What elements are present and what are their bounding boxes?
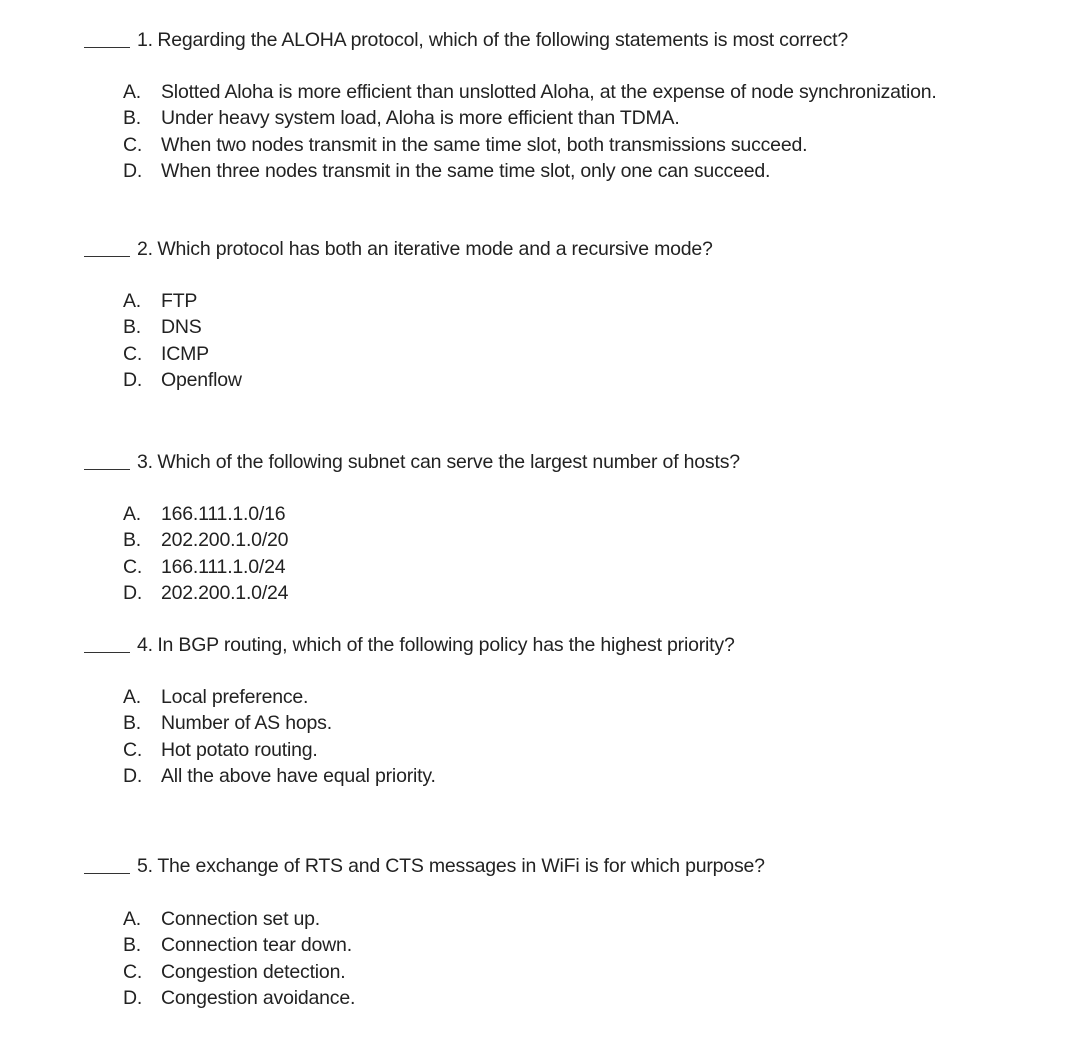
question-number: 4. (137, 634, 153, 656)
choice-letter: B. (123, 934, 142, 957)
question-stem (84, 449, 740, 475)
choice-list (123, 684, 436, 790)
choice-letter: A. (123, 685, 142, 708)
choice-text: 202.200.1.0/20 (161, 529, 289, 552)
answer-blank[interactable] (84, 47, 130, 48)
choice-b (123, 933, 355, 960)
question-stem (84, 632, 735, 658)
choice-letter: D. (123, 582, 143, 605)
choice-d (123, 986, 355, 1013)
choice-text: 166.111.1.0/24 (161, 555, 286, 578)
choice-list (123, 906, 355, 1012)
question-text: The exchange of RTS and CTS messages in WiFi is for which purpose? (157, 855, 765, 877)
choice-text: DNS (161, 316, 202, 339)
choice-letter: B. (123, 529, 142, 552)
choice-list (123, 288, 242, 394)
choice-d (123, 764, 436, 791)
choice-letter: C. (123, 960, 143, 983)
question-number: 3. (137, 451, 153, 473)
question-stem (84, 853, 765, 879)
choice-text: Local preference. (161, 685, 309, 708)
choice-letter: B. (123, 316, 142, 339)
question-number: 5. (137, 855, 153, 877)
choice-text: Hot potato routing. (161, 738, 318, 761)
choice-letter: B. (123, 712, 142, 735)
choice-letter: A. (123, 80, 142, 103)
question-number: 2. (137, 238, 153, 260)
choice-text: Connection set up. (161, 907, 321, 930)
question-stem (84, 236, 713, 262)
choice-text: When two nodes transmit in the same time slot, both transmissions succeed. (161, 133, 808, 156)
choice-letter: C. (123, 738, 143, 761)
answer-blank[interactable] (84, 873, 130, 874)
choice-a (123, 501, 288, 528)
answer-blank[interactable] (84, 652, 130, 653)
choice-a (123, 684, 436, 711)
answer-blank[interactable] (84, 469, 130, 470)
choice-letter: A. (123, 907, 142, 930)
choice-text: Slotted Aloha is more efficient than unslotted Aloha, at the expense of node synchronization. (161, 80, 937, 103)
choice-b (123, 315, 242, 342)
choice-text: Under heavy system load, Aloha is more efficient than TDMA. (161, 107, 680, 130)
choice-text: 166.111.1.0/16 (161, 502, 286, 525)
choice-d (123, 368, 242, 395)
choice-letter: A. (123, 289, 142, 312)
question-text: Regarding the ALOHA protocol, which of the following statements is most correct? (157, 29, 849, 51)
choice-a (123, 906, 355, 933)
choice-text: Congestion detection. (161, 960, 346, 983)
choice-c (123, 737, 436, 764)
answer-blank[interactable] (84, 256, 130, 257)
question-text: In BGP routing, which of the following policy has the highest priority? (157, 634, 735, 656)
choice-letter: D. (123, 160, 143, 183)
choice-text: Congestion avoidance. (161, 987, 356, 1010)
choice-b (123, 528, 288, 555)
choice-letter: D. (123, 987, 143, 1010)
question-text: Which protocol has both an iterative mode and a recursive mode? (157, 238, 713, 260)
choice-d (123, 581, 288, 608)
choice-b (123, 711, 436, 738)
choice-letter: D. (123, 369, 143, 392)
choice-d (123, 159, 937, 186)
choice-text: Connection tear down. (161, 934, 352, 957)
choice-text: All the above have equal priority. (161, 765, 436, 788)
choice-letter: D. (123, 765, 143, 788)
choice-text: FTP (161, 289, 198, 312)
choice-c (123, 959, 355, 986)
choice-c (123, 132, 937, 159)
choice-list (123, 501, 288, 607)
choice-c (123, 554, 288, 581)
choice-a (123, 79, 937, 106)
choice-c (123, 341, 242, 368)
choice-text: ICMP (161, 342, 209, 365)
choice-letter: C. (123, 555, 143, 578)
choice-list (123, 79, 937, 185)
choice-text: Openflow (161, 369, 242, 392)
choice-letter: C. (123, 342, 143, 365)
choice-a (123, 288, 242, 315)
choice-letter: A. (123, 502, 142, 525)
question-number: 1. (137, 29, 153, 51)
question-text: Which of the following subnet can serve the largest number of hosts? (157, 451, 740, 473)
choice-text: Number of AS hops. (161, 712, 332, 735)
choice-letter: B. (123, 107, 142, 130)
choice-b (123, 106, 937, 133)
choice-letter: C. (123, 133, 143, 156)
question-stem (84, 27, 848, 53)
choice-text: When three nodes transmit in the same time slot, only one can succeed. (161, 160, 771, 183)
choice-text: 202.200.1.0/24 (161, 582, 289, 605)
